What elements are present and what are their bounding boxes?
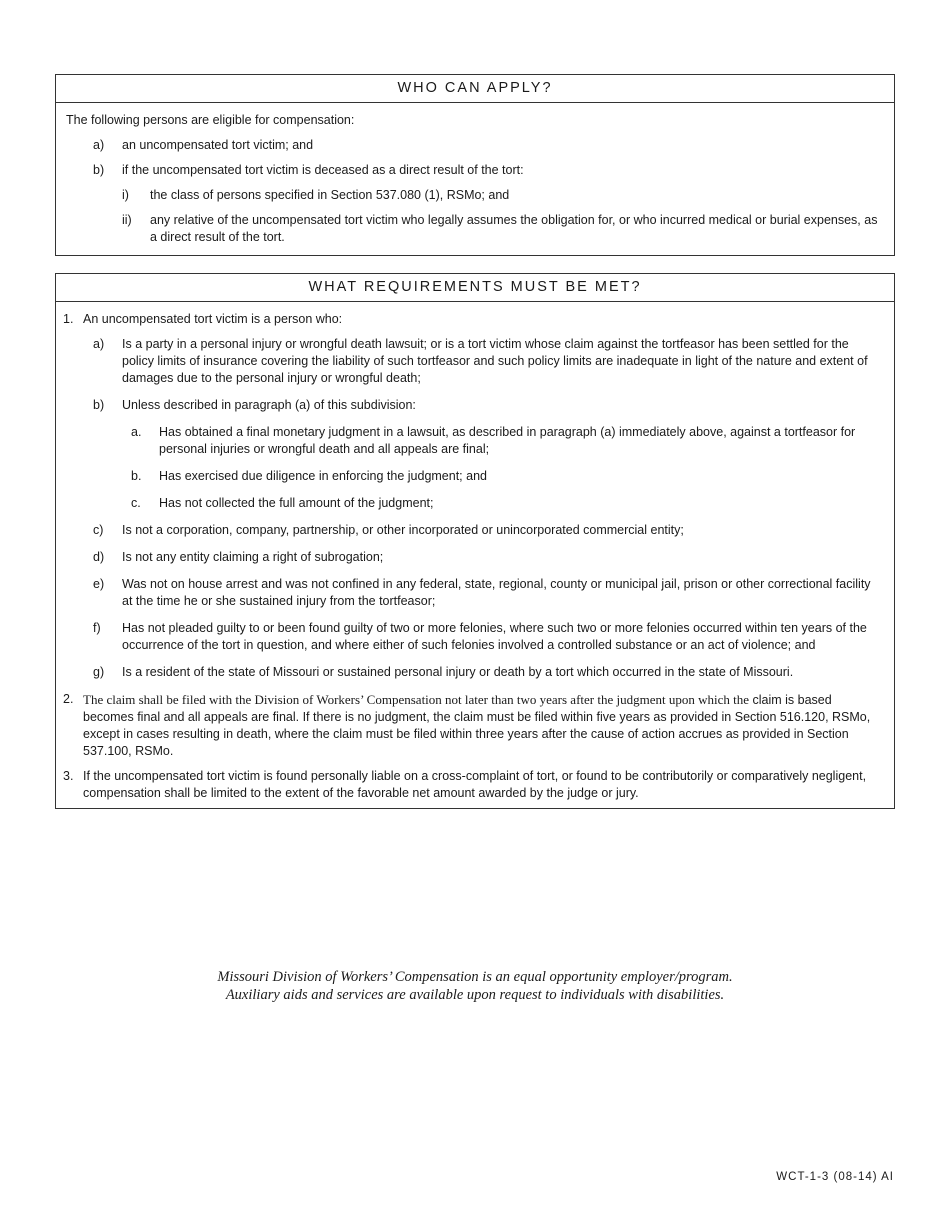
criterion-text: Unless described in paragraph (a) of this subdivision: [122,398,416,412]
eligibility-subitem [66,212,884,246]
subitem-label: ii) [122,213,132,227]
requirements-title: WHAT REQUIREMENTS MUST BE MET? [56,274,894,302]
item-label: a) [93,138,105,152]
criterion-label: a) [93,337,105,351]
criterion-label: e) [93,577,105,591]
requirement-subcriterion [66,495,884,512]
who-can-apply-section [55,74,895,256]
criterion-text: Is a resident of the state of Missouri or sustained personal injury or death by a tort which occurred in the state of Missouri. [122,665,794,679]
criterion-text: Has not pleaded guilty to or been found guilty of two or more felonies, where such two or more felonies occurred within ten years of the occurrence of the tort in question, and where either of such felonies involved a controlled substance or an act of violence; and [122,621,867,652]
form-code: WCT-1-3 (08-14) AI [776,1171,894,1183]
requirement-2 [63,691,884,760]
requirement-text: If the uncompensated tort victim is found personally liable on a cross-complaint of tort, or found to be contributorily or comparatively negligent, compensation shall be limited to the extent of the favorable net amount awarded by the judge or jury. [83,769,867,800]
eligibility-item [66,162,884,179]
criterion-label: g) [93,665,105,679]
criterion-label: d) [93,550,105,564]
eligibility-subitem [66,187,884,204]
criterion-text: Was not on house arrest and was not confined in any federal, state, regional, county or municipal jail, prison or other correctional facility at the time he or she sustained injury from the tortfeasor; [122,577,871,608]
requirement-criterion [66,397,884,414]
item-text: an uncompensated tort victim; and [122,138,314,152]
subcriterion-text: Has exercised due diligence in enforcing the judgment; and [159,469,487,483]
requirement-number: 3. [63,769,74,783]
requirement-criterion [66,664,884,681]
subcriterion-label: b. [131,469,142,483]
requirement-criterion [66,620,884,654]
subitem-text: any relative of the uncompensated tort victim who legally assumes the obligation for, or who incurred medical or burial expenses, as a direct result of the tort. [150,213,878,244]
criterion-text: Is not any entity claiming a right of subrogation; [122,550,384,564]
criterion-label: f) [93,621,101,635]
requirements-section [55,273,895,809]
requirement-text: An uncompensated tort victim is a person who: [83,312,343,326]
requirement-number: 2. [63,692,74,706]
requirement-criterion [66,549,884,566]
requirement-text: claim is based becomes final and all appeals are final. If there is no judgment, the claim must be filed within five years as provided in Section 516.120, RSMo, except in cases resulting in death, where the claim must be filed within three years after the cause of action accrues as provided in Section 537.100, RSMo. [83,693,871,758]
who-can-apply-title: WHO CAN APPLY? [56,75,894,103]
requirement-3 [63,768,884,802]
item-label: b) [93,163,105,177]
requirement-criterion [66,336,884,387]
requirement-criterion [66,522,884,539]
criterion-text: Is a party in a personal injury or wrongful death lawsuit; or is a tort victim whose claim against the tortfeasor has been settled for the policy limits of insurance covering the liability of such tortfeasor and such policy limits are inadequate in light of the nature and extent of damages due to the personal injury or wrongful death; [122,337,868,385]
eligibility-item [66,137,884,154]
requirement-number: 1. [63,312,74,326]
criterion-label: c) [93,523,104,537]
equal-opportunity-notice [0,968,950,1004]
subcriterion-text: Has not collected the full amount of the judgment; [159,496,434,510]
subcriterion-label: c. [131,496,141,510]
criterion-text: Is not a corporation, company, partnership, or other incorporated or unincorporated commercial entity; [122,523,684,537]
requirement-subcriterion [66,424,884,458]
subitem-label: i) [122,188,129,202]
criterion-label: b) [93,398,105,412]
requirement-text-lead: The claim shall be filed with the Division of Workers’ Compensation not later than two years after the judgment upon which the [83,692,750,707]
subitem-text: the class of persons specified in Section 537.080 (1), RSMo; and [150,188,510,202]
item-text: if the uncompensated tort victim is deceased as a direct result of the tort: [122,163,524,177]
notice-line: Missouri Division of Workers’ Compensation is an equal opportunity employer/program. [217,969,733,985]
subcriterion-text: Has obtained a final monetary judgment in a lawsuit, as described in paragraph (a) immediately above, against a tortfeasor for personal injuries or wrongful death and all appeals are final; [159,425,856,456]
who-can-apply-intro: The following persons are eligible for compensation: [66,113,355,127]
requirement-criterion [66,576,884,610]
subcriterion-label: a. [131,425,142,439]
requirement-subcriterion [66,468,884,485]
notice-line: Auxiliary aids and services are available upon request to individuals with disabilities. [225,987,725,1003]
requirement-1 [63,311,884,328]
